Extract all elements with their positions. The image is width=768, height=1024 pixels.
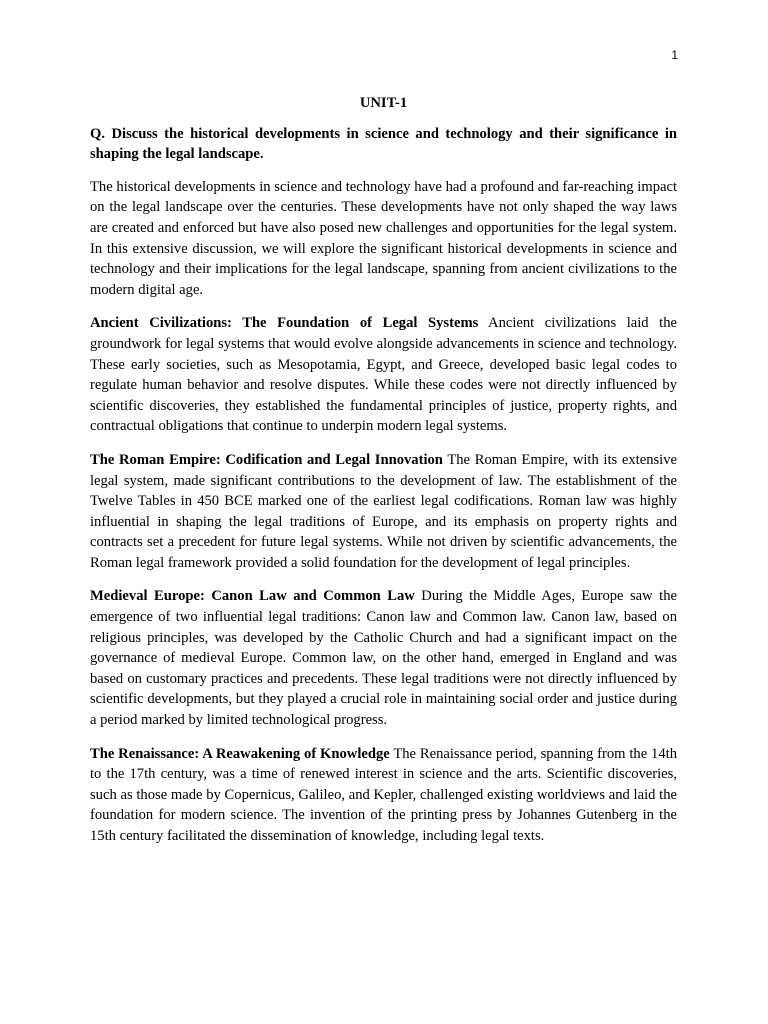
section-ancient-civilizations bbox=[90, 313, 677, 437]
intro-paragraph: The historical developments in science and technology have had a profound and far-reaching impact on the legal landscape over the centuries. These developments have not only shaped the way laws are created and enforced but have also posed new challenges and opportunities for the legal system. In this extensive discussion, we will explore the significant historical developments in science and technology and their implications for the legal landscape, spanning from ancient civilizations to the modern digital age. bbox=[90, 178, 677, 298]
section-body: The Renaissance period, spanning from the 14th to the 17th century, was a time of renewed interest in science and the arts. Scientific discoveries, such as those made by Copernicus, Galileo, and Kepler, challenged existing worldviews and laid the foundation for modern science. The invention of the printing press by Johannes Gutenberg in the 15th century facilitated the dissemination of knowledge, including legal texts. bbox=[90, 745, 677, 844]
section-body: During the Middle Ages, Europe saw the emergence of two influential legal traditions: Canon law and Common law. Canon law, based on religious principles, was developed by the Catholic Church and had a significant impact on the governance of medieval Europe. Common law, on the other hand, emerged in England and was based on customary practices and precedents. These legal traditions were not directly influenced by scientific developments, but they played a crucial role in maintaining social order and justice during a period marked by limited technological progress. bbox=[90, 588, 677, 729]
section-heading: The Renaissance: A Reawakening of Knowledge bbox=[90, 745, 390, 762]
unit-title: UNIT-1 bbox=[359, 95, 408, 111]
section-roman-empire bbox=[90, 450, 677, 574]
question-text: Q. Discuss the historical developments in science and technology and their significance in shaping the legal landscape. bbox=[90, 125, 677, 163]
page-number: 1 bbox=[671, 48, 678, 62]
document-body bbox=[90, 93, 677, 860]
section-medieval-europe bbox=[90, 586, 677, 730]
section-body: Ancient civilizations laid the groundwork for legal systems that would evolve alongside advancements in science and technology. These early societies, such as Mesopotamia, Egypt, and Greece, developed basic legal codes to regulate human behavior and resolve disputes. While these codes were not directly influenced by scientific discoveries, they established the fundamental principles of justice, property rights, and contractual obligations that continue to underpin modern legal systems. bbox=[90, 315, 677, 435]
section-heading: Ancient Civilizations: The Foundation of Legal Systems bbox=[90, 315, 479, 332]
section-body: The Roman Empire, with its extensive legal system, made significant contributions to the development of law. The establishment of the Twelve Tables in 450 BCE marked one of the earliest legal codifications. Roman law was highly influential in shaping the legal traditions of Europe, and its emphasis on property rights and contracts set a precedent for future legal systems. While not driven by scientific advancements, the Roman legal framework provided a solid foundation for the development of legal principles. bbox=[90, 451, 678, 571]
section-heading: The Roman Empire: Codification and Legal Innovation bbox=[90, 451, 443, 468]
section-renaissance bbox=[90, 744, 677, 847]
section-heading: Medieval Europe: Canon Law and Common Law bbox=[90, 588, 415, 605]
